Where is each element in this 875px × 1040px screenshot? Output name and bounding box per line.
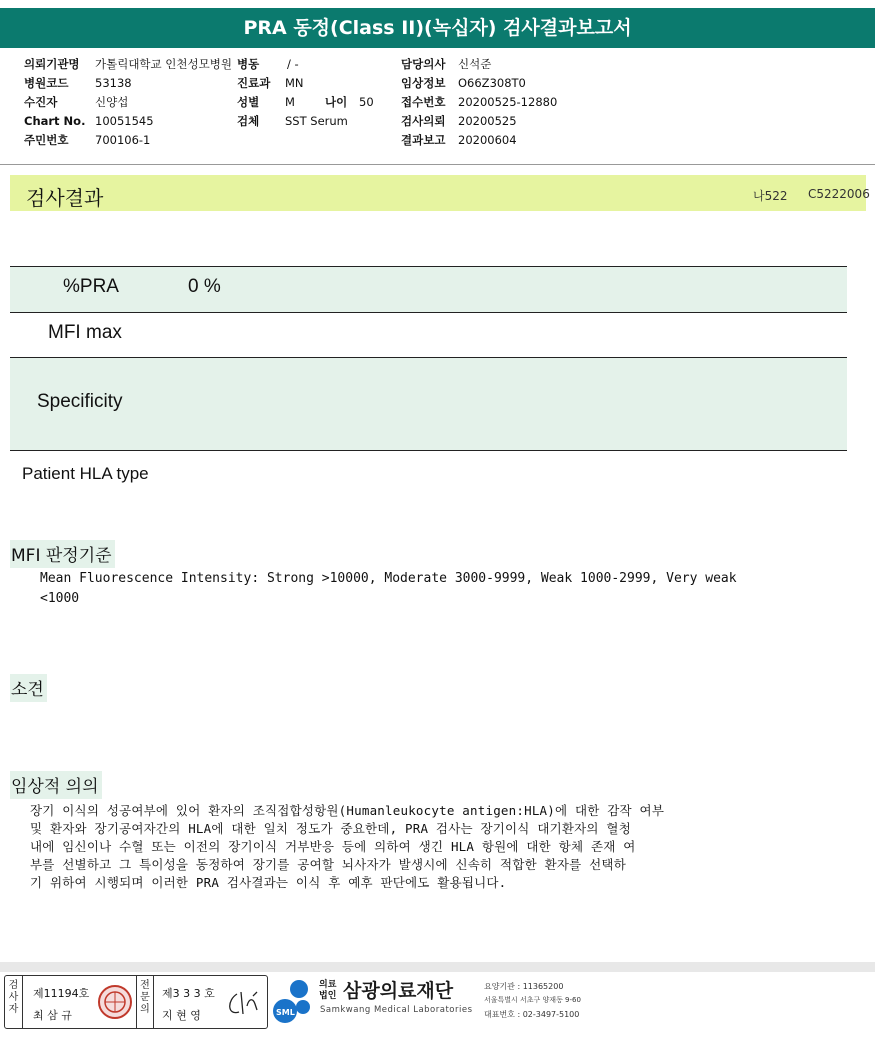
pra-label: %PRA	[63, 276, 119, 297]
specialist-vertical-label: 전문의	[136, 976, 154, 1028]
age-label: 나이	[325, 95, 348, 109]
clinical-line: 장기 이식의 성공여부에 있어 환자의 조직접합성항원(Humanleukocyte antigen:HLA)에 대한 감작 여부	[30, 803, 665, 818]
clinical-heading: 임상적 의의	[10, 771, 102, 799]
specificity-label: Specificity	[37, 391, 123, 412]
opinion-heading: 소견	[10, 674, 47, 702]
report-title: PRA 동정(Class II)(녹십자) 검사결과보고서	[0, 8, 875, 48]
clinical-line: 및 환자와 장기공여자간의 HLA에 대한 일치 정도가 중요한데, PRA 검사는 장기이식 대기환자의 혈청	[30, 821, 631, 836]
info-row: 임상정보 O66Z308T0	[401, 76, 526, 90]
info-row: 주민번호 700106-1	[24, 133, 151, 147]
age-value: 50	[359, 95, 374, 109]
result-code-1: 나522	[753, 189, 788, 203]
signature-icon	[223, 986, 263, 1020]
info-row: 병원코드 53138	[24, 76, 132, 90]
org-phone: 대표번호 : 02-3497-5100	[484, 1010, 580, 1019]
table-line	[10, 450, 847, 451]
specificity-row	[10, 358, 847, 450]
mfi-max-label: MFI max	[48, 322, 122, 343]
clinical-line: 부를 선별하고 그 특이성을 동정하여 장기를 공여할 뇌사자가 발생시에 신속히 적합한 환자를 선택하	[30, 857, 626, 872]
sml-logo-icon	[271, 977, 317, 1025]
divider	[0, 164, 875, 165]
info-col-3	[401, 55, 557, 150]
seal-icon	[97, 984, 133, 1020]
org-address: 서울특별시 서초구 양재동 9-60	[484, 996, 581, 1004]
logo-text: SML	[276, 1008, 295, 1017]
info-row: 검체 SST Serum	[237, 114, 348, 128]
examiner-name: 최 삼 규	[33, 1009, 72, 1022]
agency-number: 요양기관 : 11365200	[484, 982, 564, 991]
footer-band	[0, 962, 875, 972]
result-code-2: C5222006	[808, 187, 870, 201]
org-english: Samkwang Medical Laboratories	[320, 1005, 473, 1015]
info-row: 의뢰기관명 가톨릭대학교 인천성모병원	[24, 57, 232, 71]
specialist-license: 제3 3 3 호	[162, 987, 215, 1000]
info-row: 병동 / -	[237, 57, 299, 71]
examiner-vertical-label: 검사자	[5, 976, 23, 1028]
signature-box	[4, 975, 268, 1029]
info-row: 성별 M 나이 50	[237, 93, 374, 112]
info-row: Chart No. 10051545	[24, 114, 154, 128]
result-header-bar	[10, 175, 866, 211]
pra-row	[10, 267, 847, 312]
mfi-criteria-line-1: Mean Fluorescence Intensity: Strong >10000, Moderate 3000-9999, Weak 1000-2999, Very weak	[40, 571, 737, 586]
org-prefix: 의료 법인	[319, 980, 337, 1001]
info-col-2	[237, 55, 374, 131]
info-col-1	[24, 55, 232, 150]
info-row: 진료과 MN	[237, 76, 304, 90]
result-title: 검사결과	[26, 186, 104, 210]
clinical-line: 내에 임신이나 수혈 또는 이전의 장기이식 거부반응 등에 의하여 생긴 HLA 항원에 대한 항체 존재 여	[30, 839, 636, 854]
info-row: 담당의사 신석준	[401, 57, 492, 71]
table-line	[10, 312, 847, 313]
pra-value: 0 %	[188, 276, 221, 297]
clinical-line: 기 위하여 시행되며 이러한 PRA 검사결과는 이식 후 예후 판단에도 활용됩니다.	[30, 875, 507, 890]
examiner-license: 제11194호	[33, 987, 90, 1000]
mfi-criteria-heading: MFI 판정기준	[10, 540, 115, 568]
mfi-criteria-line-2: <1000	[40, 591, 80, 606]
specialist-name: 지 현 영	[162, 1009, 201, 1022]
info-row: 결과보고 20200604	[401, 133, 517, 147]
patient-hla-label: Patient HLA type	[22, 464, 149, 483]
info-row: 접수번호 20200525-12880	[401, 95, 558, 109]
info-row: 검사의뢰 20200525	[401, 114, 517, 128]
org-name: 삼광의료재단	[343, 980, 454, 1002]
clinical-text	[30, 802, 664, 892]
info-row: 수진자 신양섭	[24, 95, 129, 109]
